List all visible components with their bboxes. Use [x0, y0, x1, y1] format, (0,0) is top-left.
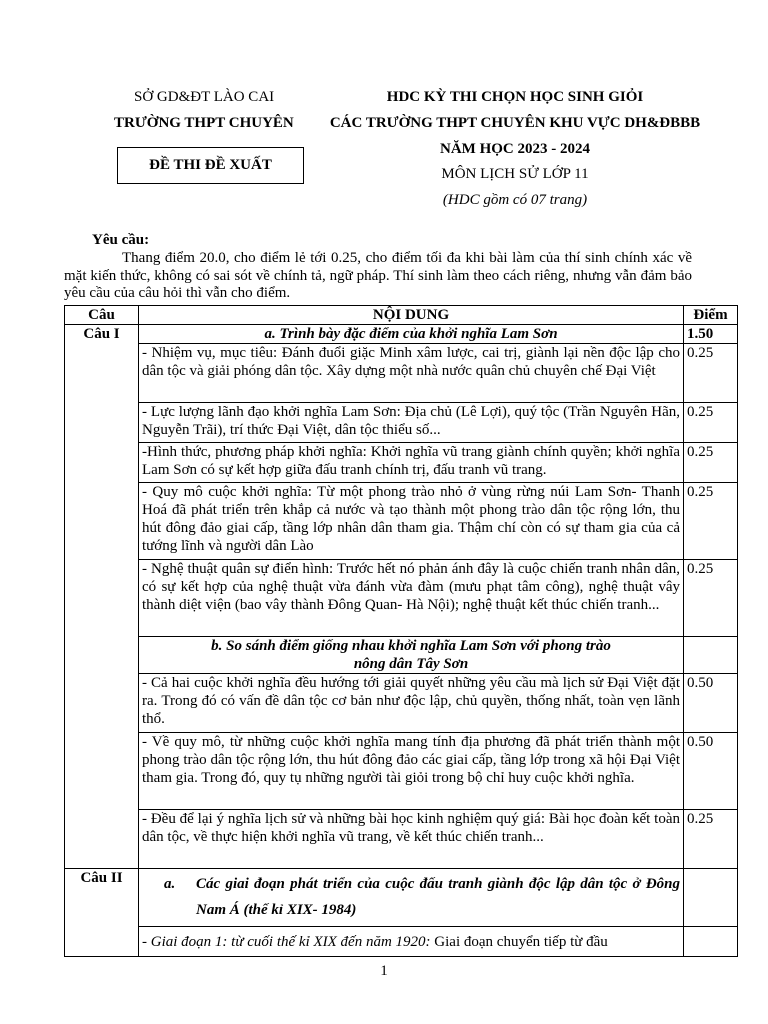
row-content: - Nghệ thuật quân sự điển hình: Trước hết nó phản ánh đây là cuộc chiến tranh nhân dân, có sự kết hợp của nghệ thuật vừa đánh vừa đàm (mưu phạt tâm công), nghệ thuật vây thành diệt viện (bao vây thành Đông Quan- Hà Nội); nghệ thuật kết thúc chiến tranh... [139, 560, 684, 637]
table-row [65, 927, 738, 957]
section-title: a. Trình bày đặc điểm của khởi nghĩa Lam Sơn [139, 325, 684, 344]
list-marker: a. [164, 876, 176, 892]
section-title-line-1: b. So sánh điểm giống nhau khởi nghĩa Lam Sơn với phong trào [211, 638, 611, 654]
section-score: 1.50 [684, 325, 738, 344]
q1-part-b-title-row [65, 637, 738, 674]
header-score: Điểm [684, 306, 738, 325]
proposed-exam-label: ĐỀ THI ĐỀ XUẤT [117, 147, 304, 184]
q2-title-text: Các giai đoạn phát triển của cuộc đấu tranh giành độc lập dân tộc ở Đông Nam Á (thế kỉ XIX- 1984) [196, 876, 680, 918]
exam-title: HDC KỲ THI CHỌN HỌC SINH GIỎI [386, 89, 644, 105]
row-content: - Cả hai cuộc khởi nghĩa đều hướng tới giải quyết những yêu cầu mà lịch sử Đại Việt đặt ra. Trong đó có vấn đề dân tộc cơ bản như độc lập, chủ quyền, thống nhất, toàn vẹn lãnh thổ. [139, 674, 684, 733]
table-row [65, 810, 738, 869]
section-title [139, 637, 684, 674]
row-score: 0.25 [684, 443, 738, 483]
table-row [65, 674, 738, 733]
row-content: - Về quy mô, từ những cuộc khởi nghĩa mang tính địa phương đã phát triển thành một phong trào dân tộc rộng lớn, thu hút đông đảo các giai cấp, tầng lớp trong xã hội Đại Việt tham gia. Trong đó, quy tụ những người tài giỏi trong bộ chỉ huy cuộc khởi nghĩa. [139, 733, 684, 810]
row-score: 0.25 [684, 483, 738, 560]
row-content: - Quy mô cuộc khởi nghĩa: Từ một phong trào nhỏ ở vùng rừng núi Lam Sơn- Thanh Hoá đã phát triển trên khắp cả nước và tạo thành một phong trào dân tộc rộng lớn, thu hút đông đảo giai cấp, tầng lớp nhân dân tham gia. Thậm chí còn có sự tham gia của cả tướng lĩnh và người dân Lào [139, 483, 684, 560]
answer-table [64, 305, 738, 957]
exam-scope: CÁC TRƯỜNG THPT CHUYÊN KHU VỰC DH&ĐBBB [329, 115, 701, 131]
table-row [65, 733, 738, 810]
page-count-note: (HDC gồm có 07 trang) [442, 192, 588, 208]
row-score: 0.25 [684, 344, 738, 403]
department-name: SỞ GD&ĐT LÀO CAI [134, 89, 275, 105]
header-content: NỘI DUNG [139, 306, 684, 325]
requirements-text: Thang điểm 20.0, cho điểm lẻ tới 0.25, cho điểm tối đa khi bài làm của thí sinh chính xác về mặt kiến thức, không có sai sót về chính tả, ngữ pháp. Thí sinh làm theo cách riêng, nhưng vẫn đảm bảo yêu cầu của câu hỏi thì vẫn cho điểm. [64, 250, 692, 302]
period-text: Giai đoạn chuyển tiếp từ đầu [430, 934, 608, 950]
period-label: - Giai đoạn 1: từ cuối thế kỉ XIX đến năm 1920: [142, 934, 431, 950]
empty-score [684, 927, 738, 957]
school-name: TRƯỜNG THPT CHUYÊN [114, 115, 294, 131]
row-score: 0.50 [684, 733, 738, 810]
row-score: 0.50 [684, 674, 738, 733]
page-number: 1 [380, 963, 388, 979]
question-label: Câu I [65, 325, 139, 869]
q2-title-row [65, 869, 738, 927]
subject: MÔN LỊCH SỬ LỚP 11 [441, 166, 589, 182]
empty-score [684, 869, 738, 927]
row-content: - Lực lượng lãnh đạo khởi nghĩa Lam Sơn: Địa chủ (Lê Lợi), quý tộc (Trần Nguyên Hãn, Nguyễn Trãi), trí thức Đại Việt, dân tộc thiểu số... [139, 403, 684, 443]
row-content: -Hình thức, phương pháp khởi nghĩa: Khởi nghĩa vũ trang giành chính quyền; khởi nghĩa Lam Sơn có sự kết hợp giữa đấu tranh chính trị, đấu tranh vũ trang. [139, 443, 684, 483]
row-content [139, 927, 684, 957]
row-content: - Đều để lại ý nghĩa lịch sử và những bài học kinh nghiệm quý giá: Bài học đoàn kết toàn dân tộc, về thực hiện khởi nghĩa vũ trang, về kết thúc chiến tranh... [139, 810, 684, 869]
question-label: Câu II [65, 869, 139, 957]
row-score: 0.25 [684, 810, 738, 869]
header-question: Câu [65, 306, 139, 325]
table-row [65, 403, 738, 443]
section-title-line-2: nông dân Tây Sơn [353, 656, 469, 672]
table-row [65, 443, 738, 483]
table-row [65, 560, 738, 637]
table-row [65, 483, 738, 560]
row-score: 0.25 [684, 560, 738, 637]
q1-part-a-title-row [65, 325, 738, 344]
empty-score [684, 637, 738, 674]
section-title [139, 869, 684, 927]
row-content: - Nhiệm vụ, mục tiêu: Đánh đuổi giặc Minh xâm lược, cai trị, giành lại nền độc lập cho dân tộc và giải phóng dân tộc. Xây dựng một nhà nước quân chủ chuyên chế Đại Việt [139, 344, 684, 403]
row-score: 0.25 [684, 403, 738, 443]
school-year: NĂM HỌC 2023 - 2024 [440, 141, 590, 157]
table-row [65, 344, 738, 403]
table-header-row [65, 306, 738, 325]
requirements-title: Yêu cầu: [92, 232, 150, 248]
q2-title [142, 871, 680, 923]
